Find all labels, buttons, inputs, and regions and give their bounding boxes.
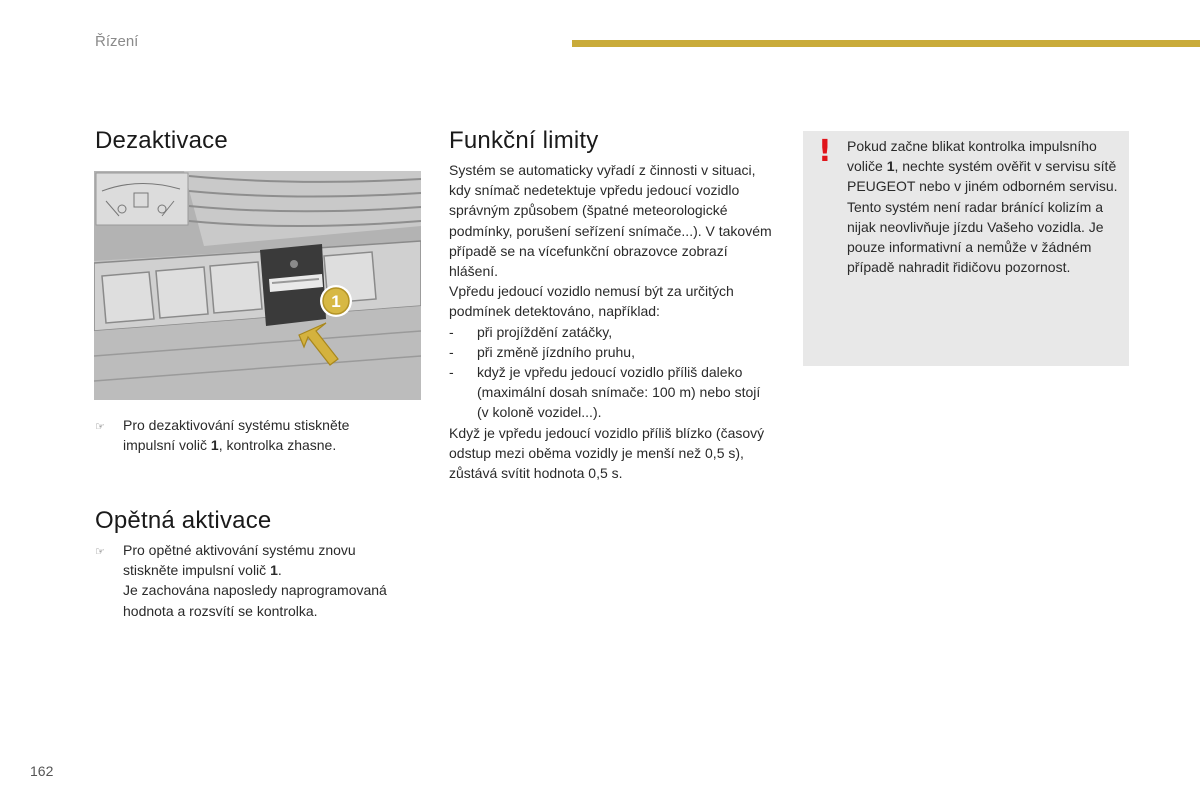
illustration-dashboard-switch <box>94 171 421 400</box>
callout-number: 1 <box>331 292 341 311</box>
functional-limits-body <box>449 160 774 483</box>
intro-paragraph: Systém se automaticky vyřadí z činnosti v situaci, kdy snímač nedetektuje vpředu jedoucí vozidlo správným způsobem (špatné meteorologické podmínky, porušení seřízení snímače...). V takovém případě se na vícefunkční obrazovce zobrazí hlášení. <box>449 162 772 280</box>
warning-paragraph-1: Pokud začne blikat kontrolka impulsního voliče 1, nechte systém ověřit v servisu sítě PEUGEOT nebo v jiném odborném servisu. <box>847 138 1118 195</box>
header-accent-bar <box>572 40 1200 47</box>
list-item: - když je vpředu jedoucí vozidlo příliš daleko (maximální dosah snímače: 100 m) nebo stojí (v koloně vozidel...). <box>449 364 761 421</box>
reactivation-bullet <box>95 540 425 621</box>
list-item: - při změně jízdního pruhu, <box>449 343 635 360</box>
lead-paragraph: Vpředu jedoucí vozidlo nemusí být za určitých podmínek detektováno, například: <box>449 283 734 320</box>
pointing-hand-icon: ☞ <box>95 546 105 558</box>
page-number: 162 <box>30 763 54 779</box>
deactivation-text: Pro dezaktivování systému stiskněte impulsní volič 1, kontrolka zhasne. <box>123 417 350 454</box>
heading-reactivation: Opětná aktivace <box>95 507 272 534</box>
closing-paragraph: Když je vpředu jedoucí vozidlo příliš blízko (časový odstup mezi oběma vozidly je menší než 0,5 s), zůstává svítit hodnota 0,5 s. <box>449 424 765 482</box>
pointing-hand-icon: ☞ <box>95 421 105 433</box>
heading-functional-limits: Funkční limity <box>449 127 599 154</box>
dashboard-illustration <box>94 171 421 400</box>
warning-paragraph-2: Tento systém není radar bránící kolizím a nijak neovlivňuje jízdu Vašeho vozidla. Je pouze informativní a nemůže v žádném případě nahradit řidičovu pozornost. <box>847 198 1104 276</box>
impulse-switch <box>260 244 326 326</box>
callout-1 <box>320 285 352 317</box>
section-label: Řízení <box>95 33 139 50</box>
exclamation-icon: ! <box>818 134 832 169</box>
deactivation-bullet <box>95 415 395 455</box>
heading-deactivation: Dezaktivace <box>95 127 228 154</box>
list-item: - při projíždění zatáčky, <box>449 323 613 340</box>
warning-text <box>847 136 1119 277</box>
reactivation-text: Pro opětné aktivování systému znovu stiskněte impulsní volič 1. Je zachována naposledy naprogramovaná hodnota a rozsvítí se kontrolka. <box>123 542 387 619</box>
